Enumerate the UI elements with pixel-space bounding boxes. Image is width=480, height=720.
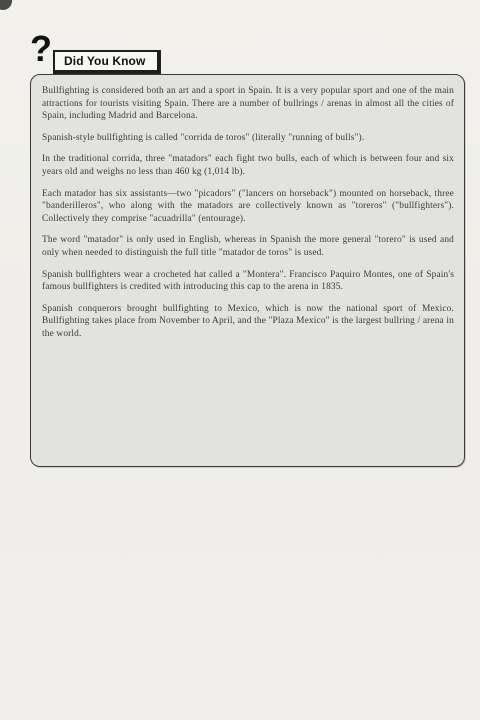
- paragraph-matador-assistants: Each matador has six assistants—two "picadors" ("lancers on horseback") mounted on horseback, three "banderilleros", who along with the matadors are collectively known as "toreros" ("bullfighters"). Collectively they comprise "acuadrilla" (entourage).: [42, 188, 454, 224]
- paragraph-word-matador: The word "matador" is only used in English, whereas in Spanish the more general "torero" is used and only when needed to distinguish the full title "matador de toros" is used.: [42, 235, 454, 258]
- paragraph-mexico: Spanish conquerors brought bullfighting to Mexico, which is now the national sport of Mexico. Bullfighting takes place from November to April, and the "Plaza Mexico" is the largest bullring / arena in the world.: [42, 303, 454, 339]
- paragraph-corrida-de-toros: Spanish-style bullfighting is called "corrida de toros" (literally "running of bulls").: [42, 132, 365, 143]
- heading-tab: [53, 50, 161, 74]
- heading-title: Did You Know: [64, 54, 146, 68]
- paragraph-art-and-sport: Bullfighting is considered both an art and a sport in Spain. It is a very popular sport and one of the main attractions for tourists visiting Spain. There are a number of bullrings / arenas in almost all the cities of Spain, including Madrid and Barcelona.: [42, 86, 454, 122]
- question-mark-icon: ?: [30, 28, 52, 69]
- paragraph-montera-hat: Spanish bullfighters wear a crocheted hat called a "Montera". Francisco Paquiro Montes, one of Spain's famous bullfighters is credited with introducing this cap to the arena in 1835.: [42, 269, 454, 293]
- paragraph-traditional-corrida: In the traditional corrida, three "matadors" each fight two bulls, each of which is between four and six years old and weighs no less than 460 kg (1,014 lb).: [42, 154, 454, 177]
- info-box: [30, 74, 465, 467]
- page-corner-mark: [0, 0, 12, 10]
- did-you-know-heading: [30, 28, 161, 70]
